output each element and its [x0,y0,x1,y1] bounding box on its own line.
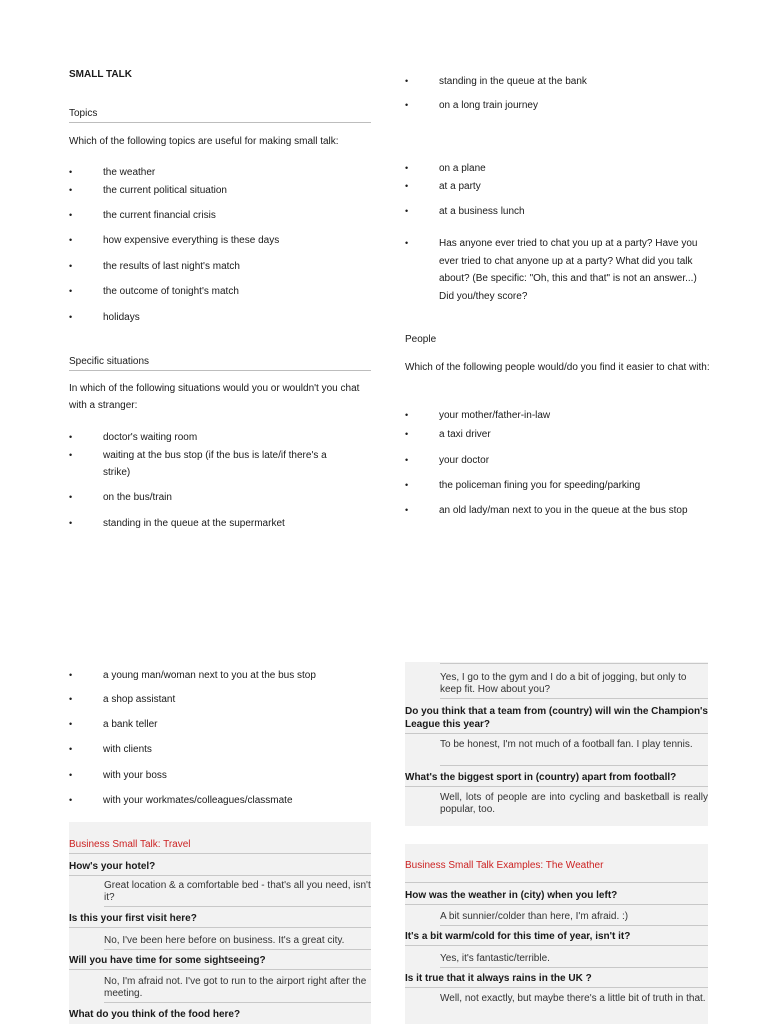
qa-question: Is this your first visit here? [69,912,371,928]
qa-answer: To be honest, I'm not much of a football fan. I play tennis. [440,739,708,766]
topics-prompt: Which of the following topics are useful for making small talk: [69,136,339,147]
qa-answer: Yes, I go to the gym and I do a bit of jogging, but only to keep fit. How about you? [440,672,708,699]
travel-heading: Business Small Talk: Travel [69,839,371,854]
people-prompt: Which of the following people would/do you find it easier to chat with: [405,362,710,373]
list-item: • waiting at the bus stop (if the bus is late/if there's a strike) [69,450,327,478]
qa-question: Do you think that a team from (country) will win the Champion's League this year? [405,705,708,734]
qa-question: It's a bit warm/cold for this time of year, isn't it? [405,930,708,946]
qa-answer: Great location & a comfortable bed - that's all you need, isn't it? [104,880,371,907]
qa-answer: Well, not exactly, but maybe there's a little bit of truth in that. [440,993,706,1004]
qa-question: How's your hotel? [69,860,371,876]
list-item: • Has anyone ever tried to chat you up at a party? Have you ever tried to chat anyone up at a party? What did you talk about? (Be specific: "Oh, this and that" is not an answer...) Did you/they score? [405,238,698,302]
page-title: SMALL TALK [69,69,132,80]
divider [405,882,708,883]
qa-answer: No, I've been here before on business. It's a great city. [104,935,371,950]
qa-question: What's the biggest sport in (country) apart from football? [405,771,708,787]
situations-heading: Specific situations [69,356,371,371]
people-heading: People [405,334,437,345]
qa-question: What do you think of the food here? [69,1009,241,1020]
qa-answer: No, I'm afraid not. I've got to run to the airport right after the meeting. [104,976,371,1003]
qa-question: How was the weather in (city) when you left? [405,889,708,905]
weather-heading: Business Small Talk Examples: The Weather [405,860,604,871]
qa-question: Will you have time for some sightseeing? [69,954,371,970]
situations-prompt: In which of the following situations would you or wouldn't you chat with a stranger: [69,383,360,411]
qa-answer: Yes, it's fantastic/terrible. [440,953,708,968]
topics-heading: Topics [69,108,371,123]
qa-answer: A bit sunnier/colder than here, I'm afraid. :) [440,911,708,926]
divider [440,663,708,664]
qa-answer: Well, lots of people are into cycling and basketball is really popular, too. [440,792,708,815]
qa-question: Is it true that it always rains in the UK ? [405,972,708,988]
